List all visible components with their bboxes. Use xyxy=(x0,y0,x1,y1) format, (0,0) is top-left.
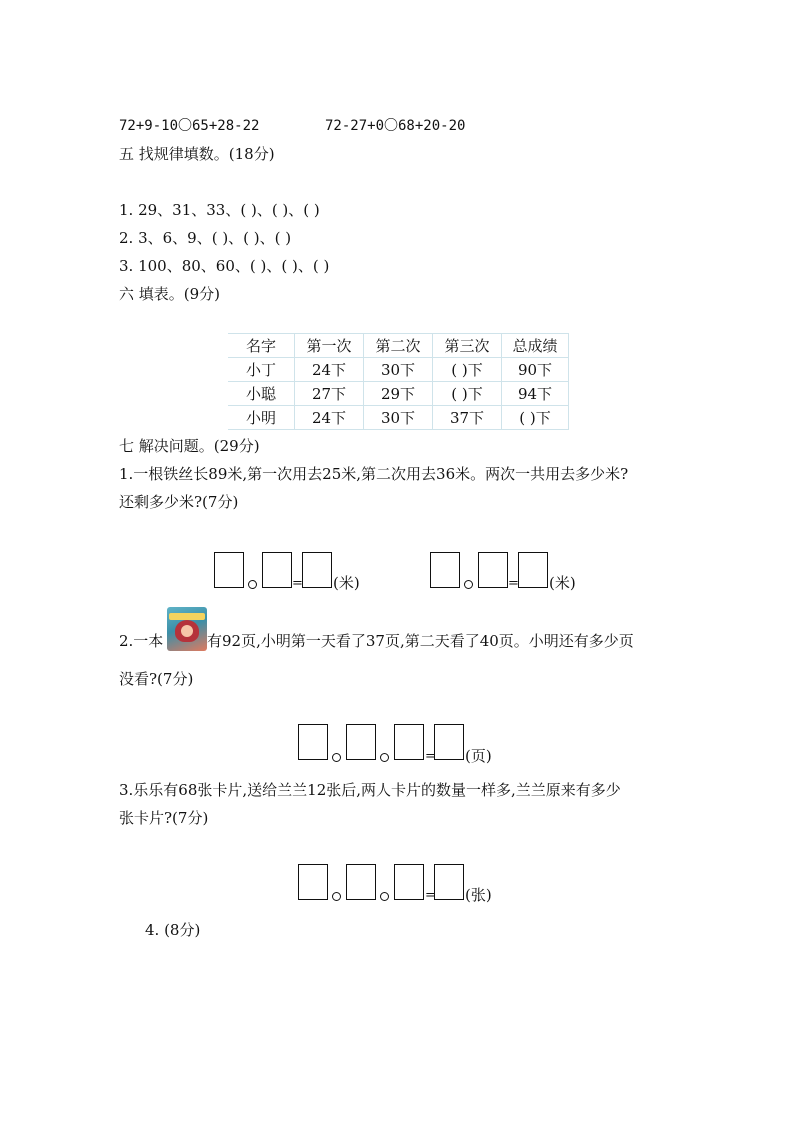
section-7-title: 七 解决问题。(29分) xyxy=(119,437,260,455)
unit-card: (张) xyxy=(465,886,492,904)
question-2-prefix: 2.一本 xyxy=(119,632,164,650)
table-header-cell: 第一次 xyxy=(295,334,364,358)
answer-box[interactable] xyxy=(346,724,376,760)
equals-sign: = xyxy=(425,749,436,764)
table-row xyxy=(228,382,569,406)
question-2-text: 有92页,小明第一天看了37页,第二天看了40页。小明还有多少页 xyxy=(207,632,634,650)
table-cell: 小丁 xyxy=(228,358,295,382)
answer-box[interactable] xyxy=(262,552,292,588)
question-2-line-2: 没看?(7分) xyxy=(119,670,194,688)
operator-circle[interactable] xyxy=(464,580,473,589)
question-1-line-2: 还剩多少米?(7分) xyxy=(119,493,239,511)
table-header-cell: 总成绩 xyxy=(502,334,569,358)
section-5-item-3: 3. 100、80、60、( )、( )、( ) xyxy=(119,257,330,275)
equals-sign: = xyxy=(425,888,436,903)
operator-circle[interactable] xyxy=(332,892,341,901)
question-4: 4. (8分) xyxy=(145,921,201,939)
table-cell: 27下 xyxy=(295,382,364,406)
answer-box[interactable] xyxy=(394,864,424,900)
answer-box[interactable] xyxy=(302,552,332,588)
section-6-title: 六 填表。(9分) xyxy=(119,285,221,303)
table-cell: 30下 xyxy=(364,358,433,382)
compare-left: 72+9-10〇65+28-22 xyxy=(119,118,260,134)
table-row xyxy=(228,358,569,382)
question-3-line-1: 3.乐乐有68张卡片,送给兰兰12张后,两人卡片的数量一样多,兰兰原来有多少 xyxy=(119,781,621,799)
table-cell: 90下 xyxy=(502,358,569,382)
section-5-title: 五 找规律填数。(18分) xyxy=(119,145,275,163)
table-cell: ( )下 xyxy=(433,382,502,406)
answer-box[interactable] xyxy=(430,552,460,588)
table-cell: 24下 xyxy=(295,406,364,430)
score-table xyxy=(228,333,569,430)
table-cell: 29下 xyxy=(364,382,433,406)
storybook-icon xyxy=(167,607,207,651)
answer-box[interactable] xyxy=(434,864,464,900)
table-cell: ( )下 xyxy=(433,358,502,382)
question-3-line-2: 张卡片?(7分) xyxy=(119,809,209,827)
table-cell: 24下 xyxy=(295,358,364,382)
table-header-cell: 第三次 xyxy=(433,334,502,358)
answer-box[interactable] xyxy=(394,724,424,760)
table-header-row xyxy=(228,334,569,358)
table-header-cell: 名字 xyxy=(228,334,295,358)
table-cell: 30下 xyxy=(364,406,433,430)
compare-right: 72-27+0〇68+20-20 xyxy=(325,118,466,134)
operator-circle[interactable] xyxy=(332,753,341,762)
answer-box[interactable] xyxy=(478,552,508,588)
table-cell: 94下 xyxy=(502,382,569,406)
operator-circle[interactable] xyxy=(248,580,257,589)
answer-box[interactable] xyxy=(346,864,376,900)
unit-meter: (米) xyxy=(549,574,576,592)
book-cover-title-band xyxy=(169,613,205,620)
answer-box[interactable] xyxy=(214,552,244,588)
section-5-item-1: 1. 29、31、33、( )、( )、( ) xyxy=(119,201,320,219)
answer-box[interactable] xyxy=(298,724,328,760)
book-cover-girl-face xyxy=(179,623,195,639)
answer-box[interactable] xyxy=(518,552,548,588)
table-cell: 小明 xyxy=(228,406,295,430)
table-header-cell: 第二次 xyxy=(364,334,433,358)
table-cell: ( )下 xyxy=(502,406,569,430)
equals-sign: = xyxy=(508,576,519,591)
unit-meter: (米) xyxy=(333,574,360,592)
answer-box[interactable] xyxy=(434,724,464,760)
answer-box[interactable] xyxy=(298,864,328,900)
equals-sign: = xyxy=(292,576,303,591)
table-row xyxy=(228,406,569,430)
operator-circle[interactable] xyxy=(380,892,389,901)
table-cell: 小聪 xyxy=(228,382,295,406)
section-5-item-2: 2. 3、6、9、( )、( )、( ) xyxy=(119,229,292,247)
table-cell: 37下 xyxy=(433,406,502,430)
unit-page: (页) xyxy=(465,747,492,765)
operator-circle[interactable] xyxy=(380,753,389,762)
question-1-line-1: 1.一根铁丝长89米,第一次用去25米,第二次用去36米。两次一共用去多少米? xyxy=(119,465,629,483)
